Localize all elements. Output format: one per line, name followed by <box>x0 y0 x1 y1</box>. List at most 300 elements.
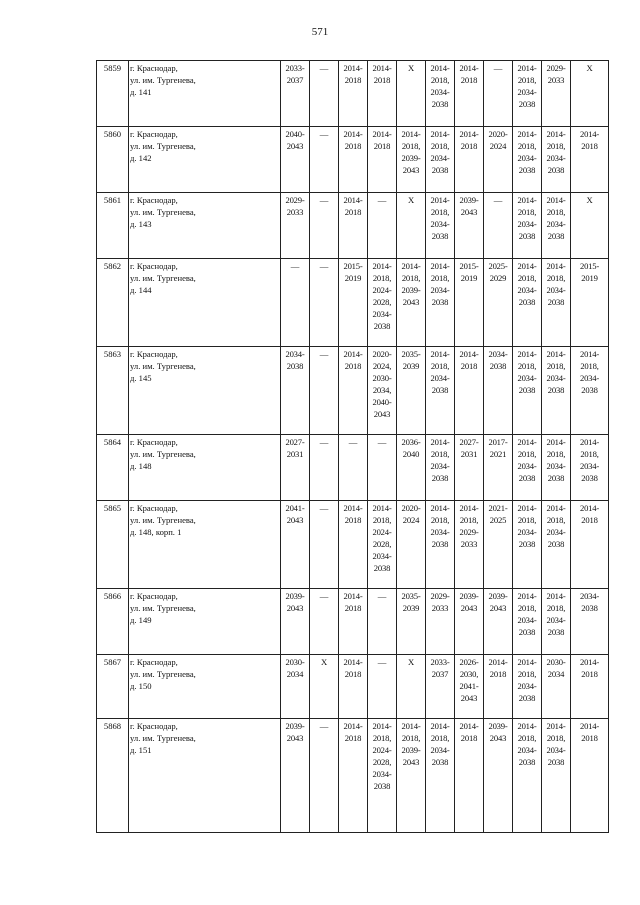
year-line: 2039 <box>402 361 420 371</box>
year-line: 2028, <box>372 297 392 307</box>
year-line: 2014- <box>579 349 600 359</box>
address-line: д. 144 <box>130 285 152 295</box>
address-cell <box>129 347 281 435</box>
table-row <box>97 655 609 719</box>
year-line: 2034 <box>286 669 304 679</box>
year-line: 2018, <box>401 733 421 743</box>
year-cell <box>571 347 609 435</box>
year-line: 2021- <box>488 503 508 513</box>
year-line: 2038 <box>518 693 536 703</box>
year-line: 2037 <box>286 75 304 85</box>
year-line: 2027- <box>459 437 479 447</box>
year-line: 2014- <box>517 437 537 447</box>
year-line: 2038 <box>373 321 391 331</box>
year-line: 2034- <box>579 373 600 383</box>
year-cell <box>397 655 426 719</box>
year-line: 2043 <box>460 207 478 217</box>
year-line: 2033 <box>431 603 449 613</box>
year-cell <box>310 501 339 589</box>
year-line: 2014- <box>343 129 363 139</box>
year-cell <box>426 501 455 589</box>
year-line: 2018, <box>546 603 566 613</box>
year-line: 2014- <box>579 721 600 731</box>
year-cell <box>426 127 455 193</box>
year-line: 2027- <box>285 437 305 447</box>
year-line: 2034- <box>517 461 537 471</box>
year-line: 2029 <box>489 273 507 283</box>
year-cell <box>339 259 368 347</box>
year-line: 2028, <box>372 757 392 767</box>
year-line: 2038 <box>518 165 536 175</box>
year-line: 2034- <box>430 745 450 755</box>
year-line: 2018 <box>581 141 598 151</box>
year-line: 2029- <box>430 591 450 601</box>
year-line: 2017- <box>488 437 508 447</box>
year-cell <box>571 127 609 193</box>
year-cell <box>513 347 542 435</box>
year-line: 2014- <box>459 349 479 359</box>
year-line: 2018, <box>546 449 566 459</box>
year-cell <box>542 589 571 655</box>
year-cell <box>542 655 571 719</box>
row-number: 5863 <box>97 347 129 435</box>
year-cell <box>397 347 426 435</box>
year-line: 2033 <box>547 75 565 85</box>
year-line: 2014- <box>430 721 450 731</box>
year-line: 2018 <box>344 733 362 743</box>
year-line: 2018 <box>460 733 478 743</box>
year-cell <box>571 193 609 259</box>
year-line: 2014- <box>372 261 392 271</box>
year-line: 2019 <box>344 273 362 283</box>
year-line: 2035- <box>401 591 421 601</box>
year-cell <box>484 127 513 193</box>
year-line: 2031 <box>460 449 478 459</box>
year-cell <box>281 589 310 655</box>
year-cell <box>310 259 339 347</box>
year-line: 2034- <box>517 153 537 163</box>
year-line: 2043 <box>286 603 304 613</box>
year-line: 2014- <box>517 63 537 73</box>
year-cell <box>397 719 426 833</box>
year-line: 2014- <box>401 261 421 271</box>
year-line: 2034- <box>517 615 537 625</box>
year-line: 2014- <box>372 63 392 73</box>
year-line: 2039- <box>285 591 305 601</box>
year-line: 2038 <box>431 757 449 767</box>
year-line: — <box>319 261 329 271</box>
year-line: 2030, <box>459 669 479 679</box>
year-line: 2021 <box>489 449 507 459</box>
address-line: г. Краснодар, <box>130 721 178 731</box>
year-cell <box>426 435 455 501</box>
year-cell <box>542 259 571 347</box>
year-line: 2039- <box>401 153 421 163</box>
year-line: 2034- <box>430 373 450 383</box>
year-cell <box>513 127 542 193</box>
year-line: X <box>407 657 414 667</box>
year-cell <box>310 719 339 833</box>
year-line: 2036- <box>401 437 421 447</box>
table-row <box>97 435 609 501</box>
year-line: 2038 <box>547 165 565 175</box>
year-cell <box>281 61 310 127</box>
address-line: ул. им. Тургенева, <box>130 449 196 459</box>
year-cell <box>455 655 484 719</box>
address-line: ул. им. Тургенева, <box>130 669 196 679</box>
address-line: г. Краснодар, <box>130 63 178 73</box>
year-line: 2014- <box>517 591 537 601</box>
year-cell <box>281 655 310 719</box>
year-line: 2014- <box>459 129 479 139</box>
year-line: 2018 <box>344 361 362 371</box>
table-body <box>97 61 609 833</box>
year-cell <box>310 435 339 501</box>
year-cell <box>368 719 397 833</box>
year-line: 2018, <box>459 515 479 525</box>
address-line: ул. им. Тургенева, <box>130 603 196 613</box>
year-line: 2038 <box>581 385 598 395</box>
address-cell <box>129 435 281 501</box>
year-cell <box>426 589 455 655</box>
year-line: 2018, <box>430 733 450 743</box>
year-line: 2037 <box>431 669 449 679</box>
year-line: 2018, <box>546 141 566 151</box>
year-line: 2018, <box>517 733 537 743</box>
year-line: 2018, <box>430 141 450 151</box>
year-cell <box>426 719 455 833</box>
address-line: г. Краснодар, <box>130 657 178 667</box>
year-line: 2034- <box>488 349 508 359</box>
year-cell <box>484 719 513 833</box>
year-line: 2034- <box>546 153 566 163</box>
year-line: — <box>319 437 329 447</box>
year-line: 2034- <box>285 349 305 359</box>
year-cell <box>484 435 513 501</box>
year-line: 2014- <box>546 437 566 447</box>
address-line: ул. им. Тургенева, <box>130 515 196 525</box>
year-line: 2018, <box>430 75 450 85</box>
year-line: — <box>319 129 329 139</box>
year-cell <box>455 127 484 193</box>
address-line: г. Краснодар, <box>130 195 178 205</box>
year-line: 2024- <box>372 285 392 295</box>
year-line: 2033 <box>460 539 478 549</box>
year-cell <box>339 61 368 127</box>
year-cell <box>455 589 484 655</box>
year-cell <box>513 655 542 719</box>
year-cell <box>513 61 542 127</box>
year-line: — <box>493 195 503 205</box>
year-line: 2043 <box>489 603 507 613</box>
year-line: 2038 <box>547 231 565 241</box>
year-cell <box>281 719 310 833</box>
address-line: ул. им. Тургенева, <box>130 273 196 283</box>
year-line: X <box>586 195 593 205</box>
year-line: 2034- <box>372 309 392 319</box>
year-line: 2025- <box>488 261 508 271</box>
year-cell <box>571 501 609 589</box>
year-line: 2043 <box>460 603 478 613</box>
year-line: 2014- <box>459 63 479 73</box>
year-cell <box>484 501 513 589</box>
address-line: г. Краснодар, <box>130 503 178 513</box>
address-line: г. Краснодар, <box>130 591 178 601</box>
year-line: 2034, <box>372 385 392 395</box>
address-line: г. Краснодар, <box>130 349 178 359</box>
year-line: — <box>290 261 300 271</box>
year-line: 2038 <box>581 473 598 483</box>
year-cell <box>571 61 609 127</box>
year-cell <box>455 501 484 589</box>
year-line: 2014- <box>430 63 450 73</box>
address-cell <box>129 61 281 127</box>
year-cell <box>513 501 542 589</box>
year-cell <box>281 127 310 193</box>
year-line: 2018 <box>581 515 598 525</box>
year-cell <box>513 259 542 347</box>
year-cell <box>281 501 310 589</box>
year-line: — <box>319 349 329 359</box>
year-line: 2018, <box>546 361 566 371</box>
year-line: 2031 <box>286 449 304 459</box>
year-line: X <box>586 63 593 73</box>
year-cell <box>426 193 455 259</box>
year-cell <box>397 259 426 347</box>
year-cell <box>426 61 455 127</box>
year-line: 2038 <box>518 297 536 307</box>
address-line: д. 141 <box>130 87 152 97</box>
year-cell <box>542 501 571 589</box>
year-line: 2014- <box>579 437 600 447</box>
year-line: 2014- <box>579 129 600 139</box>
year-line: 2014- <box>517 195 537 205</box>
year-line: 2014- <box>517 721 537 731</box>
year-line: 2030- <box>285 657 305 667</box>
year-line: 2034- <box>517 681 537 691</box>
year-line: 2038 <box>518 473 536 483</box>
year-line: 2024- <box>372 527 392 537</box>
year-line: 2018, <box>430 515 450 525</box>
year-line: 2018, <box>580 449 599 459</box>
table-row <box>97 589 609 655</box>
year-line: 2018, <box>517 515 537 525</box>
year-line: 2034- <box>546 745 566 755</box>
year-cell <box>281 193 310 259</box>
year-line: 2024- <box>372 745 392 755</box>
year-line: 2034- <box>430 285 450 295</box>
year-line: 2018, <box>517 669 537 679</box>
year-line: 2038 <box>518 385 536 395</box>
year-line: 2018, <box>517 361 537 371</box>
year-line: 2018, <box>401 273 421 283</box>
year-cell <box>368 127 397 193</box>
year-line: 2043 <box>286 515 304 525</box>
year-line: 2018 <box>344 603 362 613</box>
year-line: 2015- <box>579 261 600 271</box>
year-line: 2014- <box>517 129 537 139</box>
year-cell <box>339 501 368 589</box>
year-line: 2034- <box>546 527 566 537</box>
year-line: 2018, <box>546 515 566 525</box>
year-cell <box>455 347 484 435</box>
year-line: 2018 <box>460 361 478 371</box>
year-cell <box>484 655 513 719</box>
row-number: 5865 <box>97 501 129 589</box>
year-line: 2038 <box>373 563 391 573</box>
page-number: 571 <box>311 26 329 38</box>
year-line: 2025 <box>489 515 507 525</box>
year-line: 2038 <box>547 627 565 637</box>
year-cell <box>368 655 397 719</box>
year-line: 2018 <box>581 669 598 679</box>
year-line: 2033- <box>430 657 450 667</box>
year-line: 2018, <box>517 603 537 613</box>
row-number: 5864 <box>97 435 129 501</box>
year-cell <box>426 655 455 719</box>
year-line: 2014- <box>517 503 537 513</box>
year-line: 2014- <box>517 349 537 359</box>
year-line: 2018, <box>546 207 566 217</box>
year-line: 2038 <box>431 231 449 241</box>
year-line: 2020- <box>372 349 392 359</box>
year-line: 2034- <box>546 615 566 625</box>
year-line: 2030- <box>372 373 392 383</box>
year-cell <box>310 127 339 193</box>
year-cell <box>310 347 339 435</box>
year-line: 2026- <box>459 657 479 667</box>
year-line: — <box>377 657 387 667</box>
year-line: 2034- <box>579 461 600 471</box>
year-line: 2039- <box>401 745 421 755</box>
year-line: 2020- <box>488 129 508 139</box>
year-line: 2034- <box>372 769 392 779</box>
year-line: 2014- <box>343 63 363 73</box>
year-line: 2034- <box>517 219 537 229</box>
year-line: 2014- <box>546 129 566 139</box>
year-line: 2018 <box>373 75 391 85</box>
year-line: — <box>319 63 329 73</box>
year-line: 2015- <box>459 261 479 271</box>
year-cell <box>339 193 368 259</box>
year-line: 2018, <box>517 207 537 217</box>
year-line: 2038 <box>518 539 536 549</box>
year-line: 2039- <box>488 721 508 731</box>
year-cell <box>513 719 542 833</box>
year-line: 2038 <box>373 781 391 791</box>
year-cell <box>368 347 397 435</box>
address-line: г. Краснодар, <box>130 261 178 271</box>
year-cell <box>571 435 609 501</box>
year-line: 2014- <box>343 591 363 601</box>
year-line: 2034- <box>372 551 392 561</box>
year-line: 2014- <box>459 721 479 731</box>
year-line: 2038 <box>431 165 449 175</box>
year-line: — <box>377 591 387 601</box>
year-line: 2034- <box>546 373 566 383</box>
year-line: 2038 <box>547 539 565 549</box>
year-line: 2024 <box>402 515 420 525</box>
address-line: д. 148 <box>130 461 152 471</box>
address-line: д. 145 <box>130 373 152 383</box>
year-line: 2018, <box>580 361 599 371</box>
year-line: 2034- <box>430 527 450 537</box>
year-line: 2018 <box>489 669 507 679</box>
year-line: 2038 <box>431 99 449 109</box>
year-cell <box>571 259 609 347</box>
address-line: д. 148, корп. 1 <box>130 527 182 537</box>
address-cell <box>129 193 281 259</box>
year-line: 2014- <box>546 261 566 271</box>
year-cell <box>310 61 339 127</box>
year-line: — <box>319 591 329 601</box>
year-line: 2034- <box>546 285 566 295</box>
year-line: 2038 <box>547 757 565 767</box>
year-line: 2014- <box>546 349 566 359</box>
year-line: 2034- <box>517 373 537 383</box>
year-cell <box>281 435 310 501</box>
year-line: 2029- <box>546 63 566 73</box>
address-line: г. Краснодар, <box>130 437 178 447</box>
address-line: ул. им. Тургенева, <box>130 141 196 151</box>
year-cell <box>484 589 513 655</box>
year-line: 2014- <box>459 503 479 513</box>
year-line: 2038 <box>547 473 565 483</box>
table-row <box>97 347 609 435</box>
year-line: 2018, <box>430 207 450 217</box>
year-line: 2034- <box>546 461 566 471</box>
year-line: 2038 <box>581 603 598 613</box>
year-line: 2014- <box>430 503 450 513</box>
year-line: 2040- <box>285 129 305 139</box>
year-line: 2014- <box>372 503 392 513</box>
row-number: 5862 <box>97 259 129 347</box>
year-line: 2014- <box>579 657 600 667</box>
year-line: 2043 <box>402 297 420 307</box>
year-cell <box>571 655 609 719</box>
year-cell <box>368 589 397 655</box>
year-line: 2033 <box>286 207 304 217</box>
year-line: 2033- <box>285 63 305 73</box>
address-cell <box>129 501 281 589</box>
year-line: X <box>320 657 327 667</box>
year-cell <box>368 259 397 347</box>
year-line: 2039- <box>285 721 305 731</box>
year-line: 2039- <box>459 195 479 205</box>
year-line: 2014- <box>343 503 363 513</box>
year-cell <box>542 193 571 259</box>
table-row <box>97 127 609 193</box>
address-line: д. 150 <box>130 681 152 691</box>
year-line: 2014- <box>430 129 450 139</box>
year-line: 2034- <box>517 87 537 97</box>
year-line: 2018, <box>546 273 566 283</box>
year-cell <box>455 435 484 501</box>
year-line: 2038 <box>518 231 536 241</box>
address-line: ул. им. Тургенева, <box>130 75 196 85</box>
year-line: 2018 <box>344 75 362 85</box>
year-cell <box>455 193 484 259</box>
table-row <box>97 259 609 347</box>
year-cell <box>368 435 397 501</box>
year-line: 2018, <box>372 273 392 283</box>
year-line: 2018, <box>372 515 392 525</box>
year-cell <box>542 347 571 435</box>
year-line: 2014- <box>372 721 392 731</box>
year-line: 2043 <box>402 757 420 767</box>
year-cell <box>397 589 426 655</box>
year-line: 2014- <box>517 261 537 271</box>
